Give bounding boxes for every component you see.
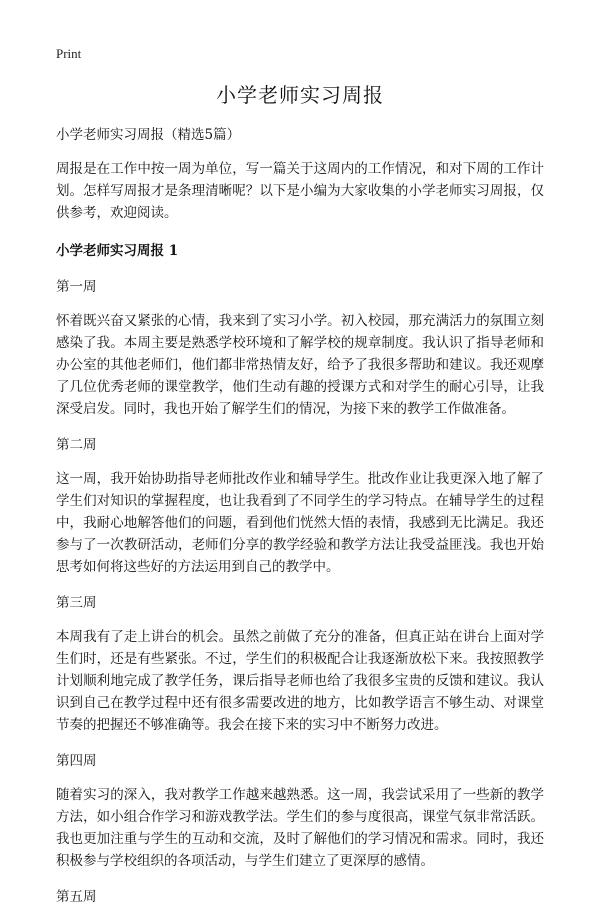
week-4-paragraph: 随着实习的深入，我对教学工作越来越熟悉。这一周，我尝试采用了一些新的教学方法，如小组合作学习和游戏教学法。学生们的参与度很高，课堂气氛非常活跃。我也更加注重与学生的互动和交流，及时了解他们的学习情况和需求。同时，我还积极参与学校组织的各项活动，与学生们建立了更深厚的感情。 bbox=[56, 787, 544, 869]
document-subtitle: 小学老师实习周报（精选5篇） bbox=[56, 127, 241, 143]
intro-paragraph: 周报是在工作中按一周为单位，写一篇关于这周内的工作情况，和对下周的工作计划。怎样写周报才是条理清晰呢？以下是小编为大家收集的小学老师实习周报，仅供参考，欢迎阅读。 bbox=[56, 161, 544, 221]
week-1-heading: 第一周 bbox=[56, 279, 97, 295]
page-title: 小学老师实习周报 bbox=[216, 83, 384, 107]
print-link[interactable]: Print bbox=[56, 46, 82, 61]
week-3-paragraph: 本周我有了走上讲台的机会。虽然之前做了充分的准备，但真正站在讲台上面对学生们时，还是有些紧张。不过，学生们的积极配合让我逐渐放松下来。我按照教学计划顺利地完成了教学任务，课后指导老师也给了我很多宝贵的反馈和建议。我认识到自己在教学过程中还有很多需要改进的地方，比如教学语言不够生动、对课堂节奏的把握还不够准确等。我会在接下来的实习中不断努力改进。 bbox=[56, 629, 544, 733]
week-4-heading: 第四周 bbox=[56, 753, 97, 769]
section-heading: 小学老师实习周报 1 bbox=[56, 243, 179, 259]
week-3-heading: 第三周 bbox=[56, 595, 97, 611]
week-1-paragraph: 怀着既兴奋又紧张的心情，我来到了实习小学。初入校园，那充满活力的氛围立刻感染了我。本周主要是熟悉学校环境和了解学校的规章制度。我认识了指导老师和办公室的其他老师们，他们都非常热情友好，给予了我很多帮助和建议。我还观摩了几位优秀老师的课堂教学，他们生动有趣的授课方式和对学生的耐心引导，让我深受启发。同时，我也开始了解学生们的情况，为接下来的教学工作做准备。 bbox=[56, 313, 544, 417]
week-5-heading: 第五周 bbox=[56, 889, 97, 905]
week-2-heading: 第二周 bbox=[56, 437, 97, 453]
week-2-paragraph: 这一周，我开始协助指导老师批改作业和辅导学生。批改作业让我更深入地了解了学生们对知识的掌握程度，也让我看到了不同学生的学习特点。在辅导学生的过程中，我耐心地解答他们的问题，看到他们恍然大悟的表情，我感到无比满足。我还参与了一次教研活动，老师们分享的教学经验和教学方法让我受益匪浅。我也开始思考如何将这些好的方法运用到自己的教学中。 bbox=[56, 471, 544, 575]
